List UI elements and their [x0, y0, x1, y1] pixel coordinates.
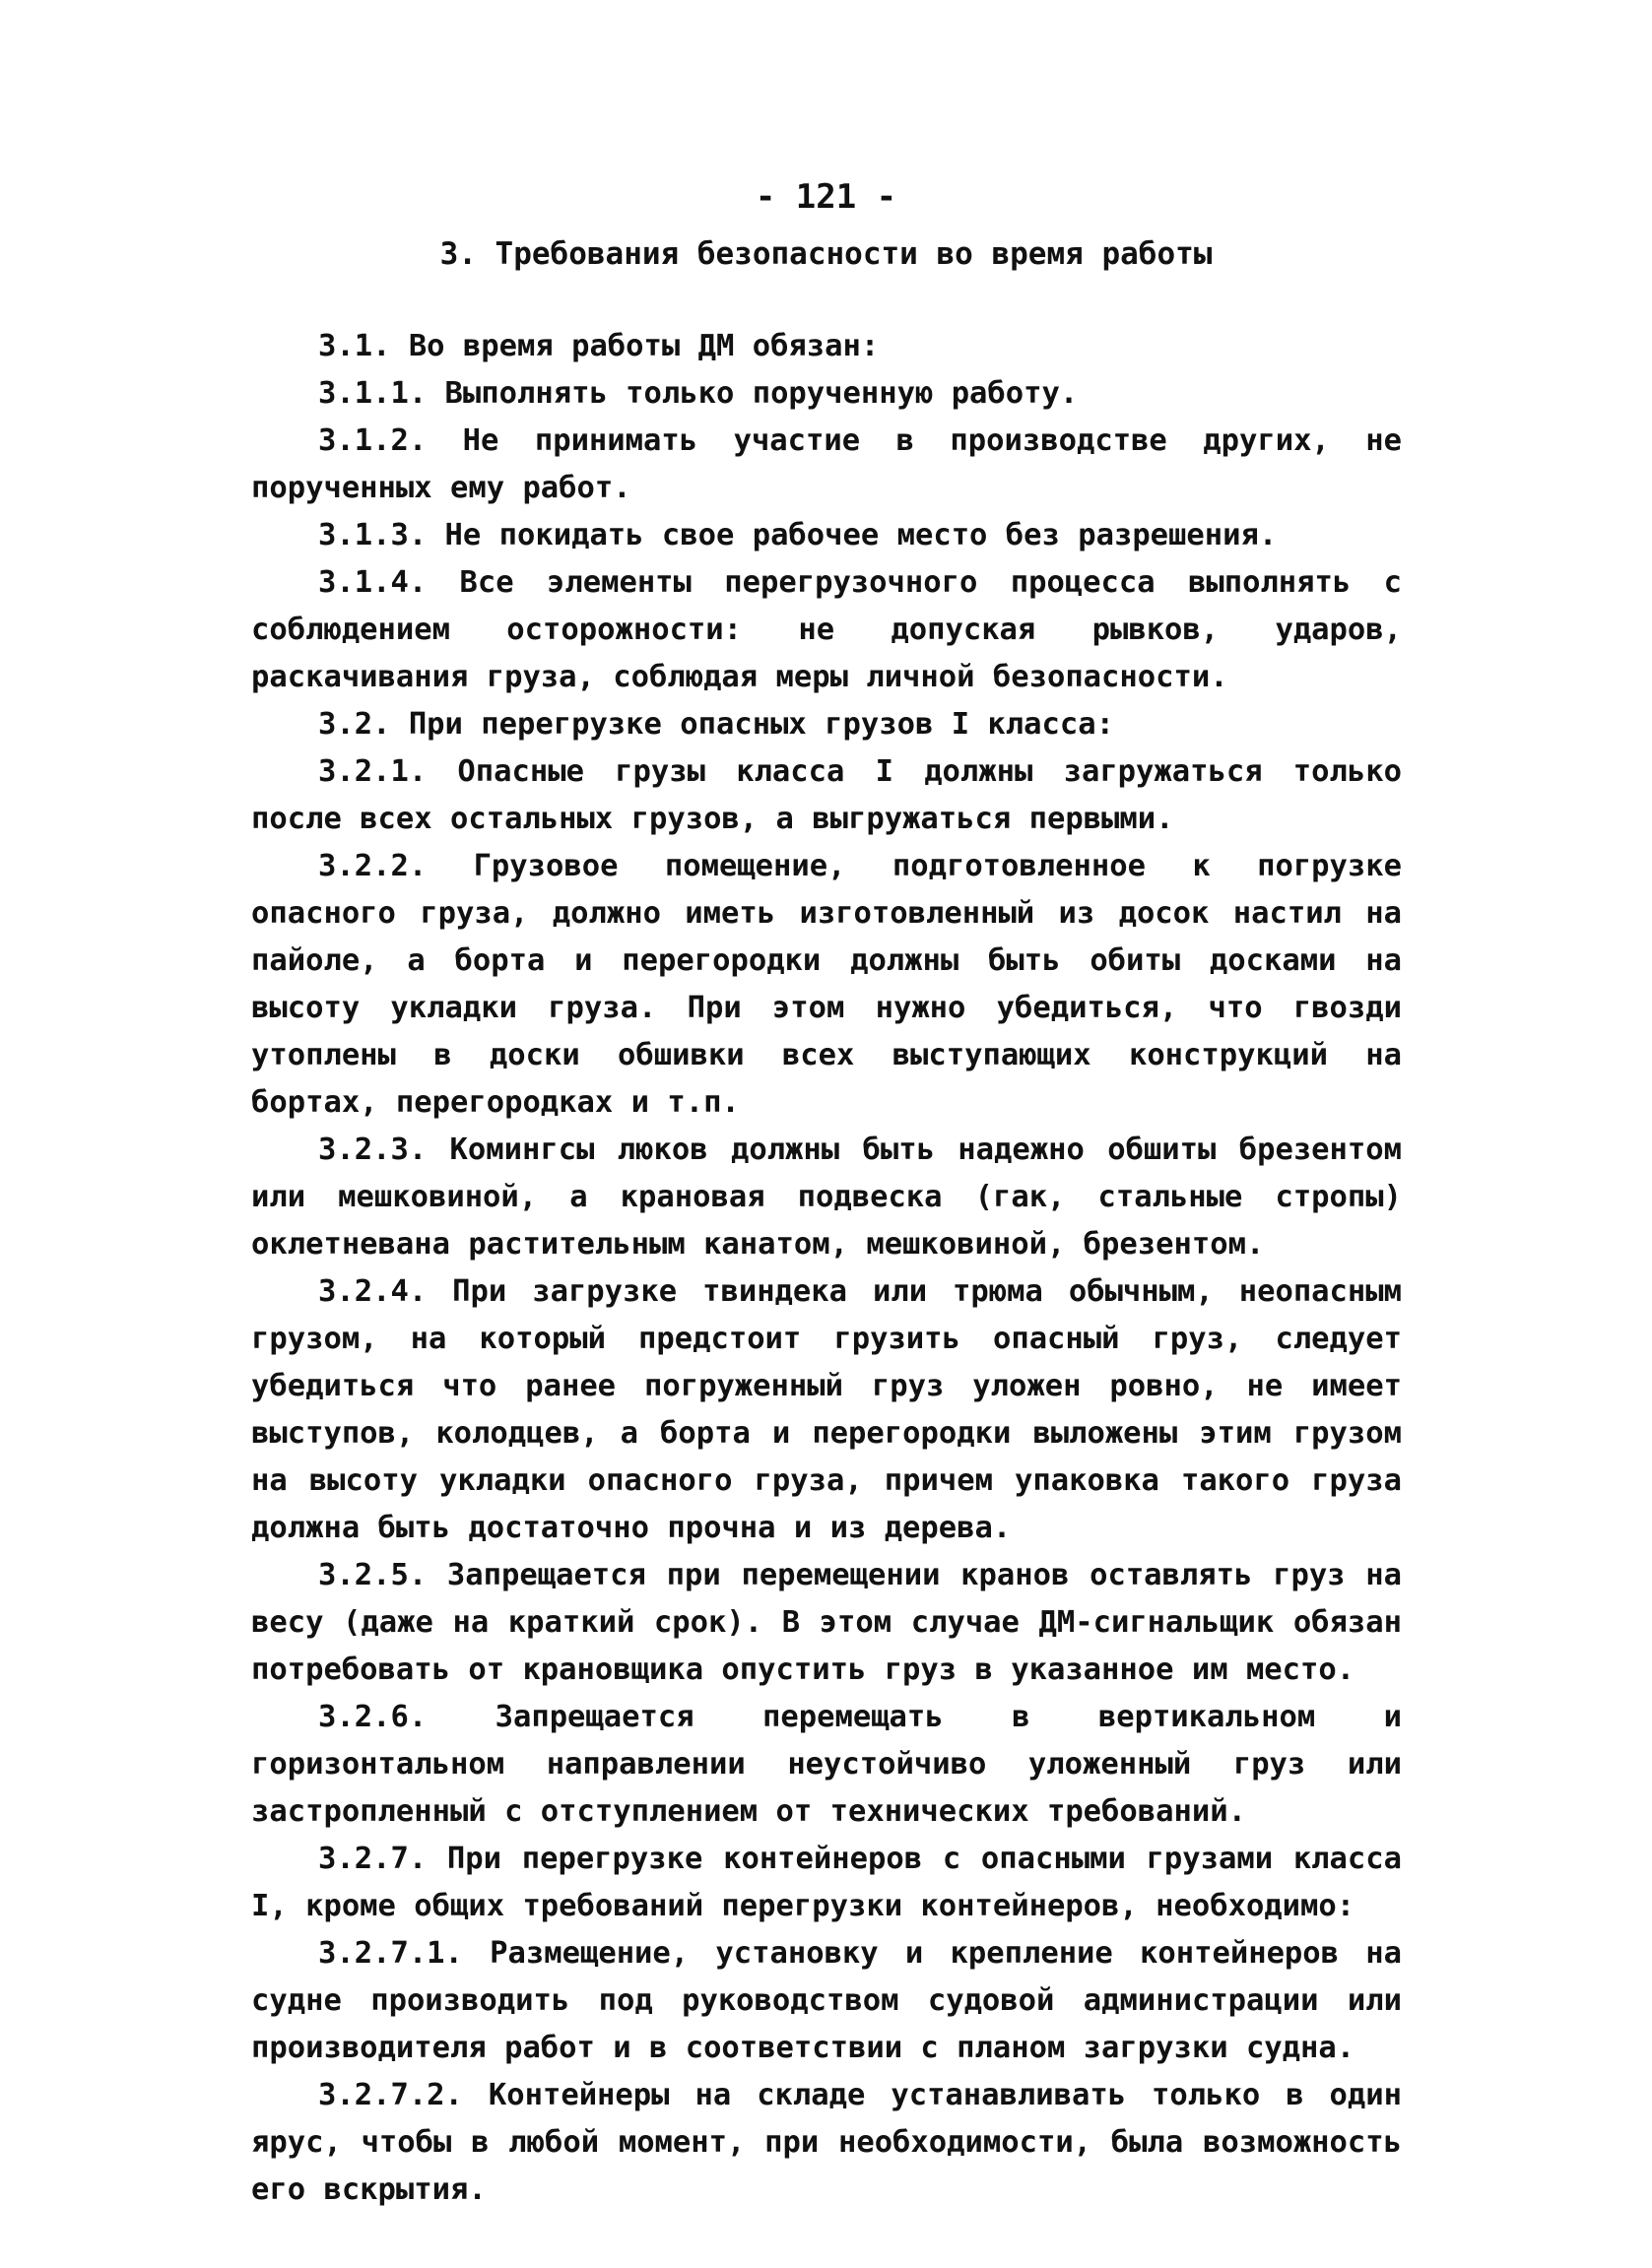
paragraph-3-2-5: 3.2.5. Запрещается при перемещении кранов оставлять груз на весу (даже на краткий срок). В этом случае ДМ-сигнальщик обязан потребовать от крановщика опустить груз в указанное им место.	[251, 1558, 1402, 1687]
paragraph-3-2: 3.2. При перегрузке опасных грузов I класса:	[318, 707, 1114, 742]
paragraph-3-1: 3.1. Во время работы ДМ обязан:	[318, 329, 880, 363]
paragraph-3-2-4: 3.2.4. При загрузке твиндека или трюма обычным, неопасным грузом, на который предстоит грузить опасный груз, следует убедиться что ранее погруженный груз уложен ровно, не имеет выступов, колодцев, а борта и перегородки выложены этим грузом на высоту укладки опасного груза, причем упаковка такого груза должна быть достаточно прочна и из дерева.	[251, 1274, 1402, 1545]
paragraph-3-2-6: 3.2.6. Запрещается перемещать в вертикальном и горизонтальном направлении неустойчиво уложенный груз или застропленный с отступлением от технических требований.	[251, 1700, 1402, 1829]
section-title: 3. Требования безопасности во время работы	[439, 236, 1213, 272]
paragraph-3-2-7: 3.2.7. При перегрузке контейнеров с опасными грузами класса I, кроме общих требований перегрузки контейнеров, необходимо:	[251, 1842, 1402, 1923]
paragraph-3-2-1: 3.2.1. Опасные грузы класса I должны загружаться только после всех остальных грузов, а выгружаться первыми.	[251, 754, 1402, 836]
paragraph-3-1-4: 3.1.4. Все элементы перегрузочного процесса выполнять с соблюдением осторожности: не допуская рывков, ударов, раскачивания груза, соблюдая меры личной безопасности.	[251, 565, 1402, 694]
paragraph-3-1-1: 3.1.1. Выполнять только порученную работу.	[318, 376, 1079, 411]
paragraph-3-2-3: 3.2.3. Комингсы люков должны быть надежно обшиты брезентом или мешковиной, а крановая подвеска (гак, стальные стропы) оклетневана растительным канатом, мешковиной, брезентом.	[251, 1133, 1402, 1262]
paragraph-3-1-3: 3.1.3. Не покидать свое рабочее место без разрешения.	[318, 518, 1278, 552]
paragraph-3-2-7-2: 3.2.7.2. Контейнеры на складе устанавливать только в один ярус, чтобы в любой момент, при необходимости, была возможность его вскрытия.	[251, 2078, 1402, 2207]
paragraph-3-2-2: 3.2.2. Грузовое помещение, подготовленное к погрузке опасного груза, должно иметь изготовленный из досок настил на пайоле, а борта и перегородки должны быть обиты досками на высоту укладки груза. При этом нужно убедиться, что гвозди утоплены в доски обшивки всех выступающих конструкций на бортах, перегородках и т.п.	[251, 849, 1402, 1120]
paragraph-3-1-2: 3.1.2. Не принимать участие в производстве других, не порученных ему работ.	[251, 423, 1402, 505]
page-number: - 121 -	[755, 177, 897, 217]
body-text	[251, 323, 1402, 2214]
paragraph-3-2-7-1: 3.2.7.1. Размещение, установку и крепление контейнеров на судне производить под руководством судовой администрации или производителя работ и в соответствии с планом загрузки судна.	[251, 1936, 1402, 2065]
